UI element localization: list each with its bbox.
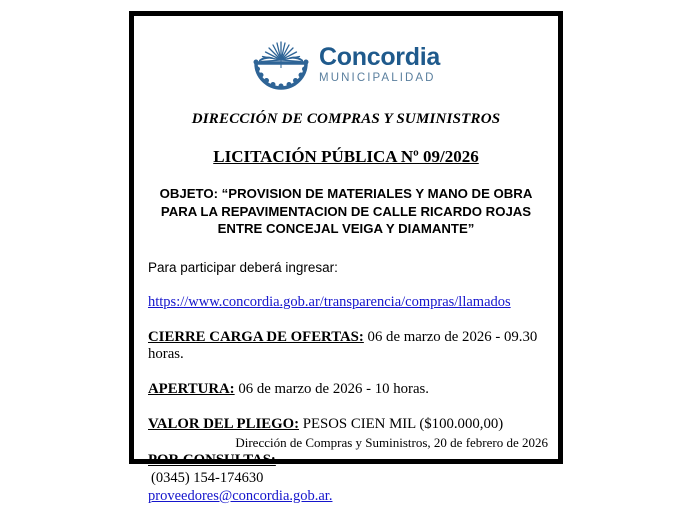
department-heading: DIRECCIÓN DE COMPRAS Y SUMINISTROS [191, 111, 501, 127]
detail-value: 06 de marzo de 2026 - 10 horas. [238, 380, 429, 397]
portal-link-row [144, 293, 548, 311]
brand-name: Concordia [319, 43, 440, 72]
concordia-coat-of-arms-icon [252, 40, 310, 90]
detail-label: VALOR DEL PLIEGO: [148, 415, 300, 432]
detail-valor-del-pliego [144, 416, 548, 433]
contact-block [144, 452, 548, 505]
notice-frame [129, 11, 563, 504]
brand-subtitle: MUNICIPALIDAD [319, 72, 436, 85]
logo-header [144, 40, 548, 90]
tender-title [144, 147, 548, 167]
contact-heading: POR CONSULTAS: [148, 451, 276, 468]
detail-value: 06 de marzo de 2026 - 09.30 horas. [148, 328, 538, 362]
detail-value: PESOS CIEN MIL ($100.000,00) [302, 415, 504, 432]
objeto-paragraph: OBJETO: “PROVISION DE MATERIALES Y MANO DE OBRA PARA LA REPAVIMENTACION DE CALLE RICARDO ROJAS ENTRE CONCEJAL VEIGA Y DIAMANTE” [159, 186, 533, 237]
participation-note: Para participar deberá ingresar: [148, 259, 338, 275]
detail-cierre-carga-de-ofertas [144, 329, 548, 363]
contact-email-link[interactable]: proveedores@concordia.gob.ar. [148, 487, 333, 504]
tender-title-text: LICITACIÓN PÚBLICA Nº 09/2026 [213, 147, 479, 166]
detail-label: CIERRE CARGA DE OFERTAS: [148, 328, 364, 345]
portal-url-link[interactable]: https://www.concordia.gob.ar/transparencia/compras/llamados [148, 293, 511, 310]
document-footer: Dirección de Compras y Suministros, 20 de febrero de 2026 [235, 435, 548, 450]
concordia-wordmark [319, 45, 440, 85]
detail-apertura [144, 381, 548, 398]
contact-phone: (0345) 154-174630 [151, 469, 264, 486]
detail-label: APERTURA: [148, 380, 235, 397]
